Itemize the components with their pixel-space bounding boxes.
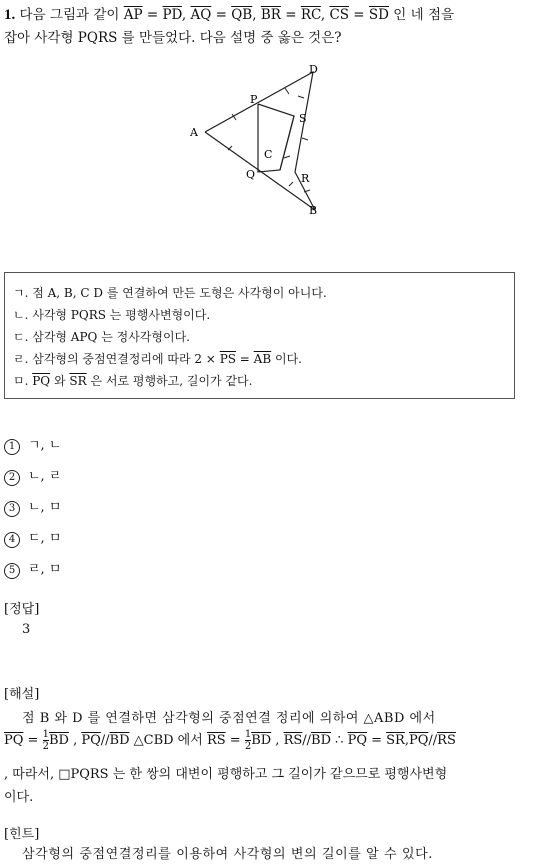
statement-3: ㄷ. 삼각형 APQ 는 정사각형이다.: [13, 330, 190, 344]
statements-box: [4, 272, 515, 399]
label-q: Q: [246, 168, 256, 181]
explanation-line-1: 점 B 와 D 를 연결하면 삼각형의 중점연결 정리에 의하여 △ABD 에서: [22, 711, 436, 726]
label-r: R: [301, 172, 310, 185]
explanation-line-3: , 따라서, □PQRS 는 한 쌍의 대변이 평행하고 그 길이가 같으므로 평행사변형: [4, 767, 448, 782]
question-number: 1.: [4, 7, 16, 23]
label-p: P: [250, 93, 258, 106]
label-b: B: [309, 204, 318, 217]
answer-heading: [정답]: [4, 602, 40, 617]
hint-heading: [힌트]: [4, 827, 40, 842]
question-line-2: 잡아 사각형 PQRS 를 만들었다. 다음 설명 중 옳은 것은?: [4, 30, 342, 46]
choice-4[interactable]: 4 ㄷ, ㅁ: [4, 527, 61, 548]
label-d: D: [309, 63, 318, 76]
statement-1: ㄱ. 점 A, B, C D 를 연결하여 만든 도형은 사각형이 아니다.: [13, 286, 327, 300]
statement-2: ㄴ. 사각형 PQRS 는 평행사변형이다.: [13, 308, 211, 322]
explanation-heading: [해설]: [4, 687, 40, 702]
statement-4: ㄹ. 삼각형의 중점연결정리에 따라 $2 \times \overline{PS} = \overline{AB}$ 이다.: [13, 352, 302, 366]
answer-value: 3: [22, 622, 31, 637]
choice-3[interactable]: 3 ㄴ, ㅁ: [4, 496, 61, 517]
question-line-1: 1. 다음 그림과 같이 $\overline{AP} = \overline{PD}$, $\overline{AQ} = \overline{QB}$, $\overline{BR} = \overline{RC}$, $\overline{CS} = \overline{SD}$ 인 네 점을: [4, 7, 455, 23]
label-a: A: [190, 126, 198, 139]
question: [4, 4, 532, 50]
choice-2[interactable]: 2 ㄴ, ㄹ: [4, 465, 61, 486]
label-s: S: [299, 112, 307, 125]
choice-5[interactable]: 5 ㄹ, ㅁ: [4, 558, 61, 579]
explanation-line-2: $\overline{PQ}$ = $\frac{1}{2}$ $\overline{BD}$ , $\overline{PQ}//\overline{BD}$ △CBD 에서 $\overline{RS}$ = $\frac{1}{2}$ $\overline{BD}$ , $\overline{RS}//\overline{BD}$ ∴ $\overline{PQ} = \overline{SR},\overline{PQ}//\overline{RS}$: [4, 729, 456, 752]
geometry-figure: [180, 58, 340, 230]
outline-path: [205, 72, 315, 210]
hint-text: 삼각형의 중점연결정리를 이용하여 사각형의 변의 길이를 알 수 있다.: [22, 847, 434, 862]
label-c: C: [264, 148, 273, 161]
explanation-line-4: 이다.: [4, 790, 34, 805]
statement-5: ㅁ. $\overline{PQ}$ 와 $\overline{SR}$ 은 서로 평행하고, 길이가 같다.: [13, 374, 253, 388]
choice-1[interactable]: 1 ㄱ, ㄴ: [4, 434, 61, 455]
